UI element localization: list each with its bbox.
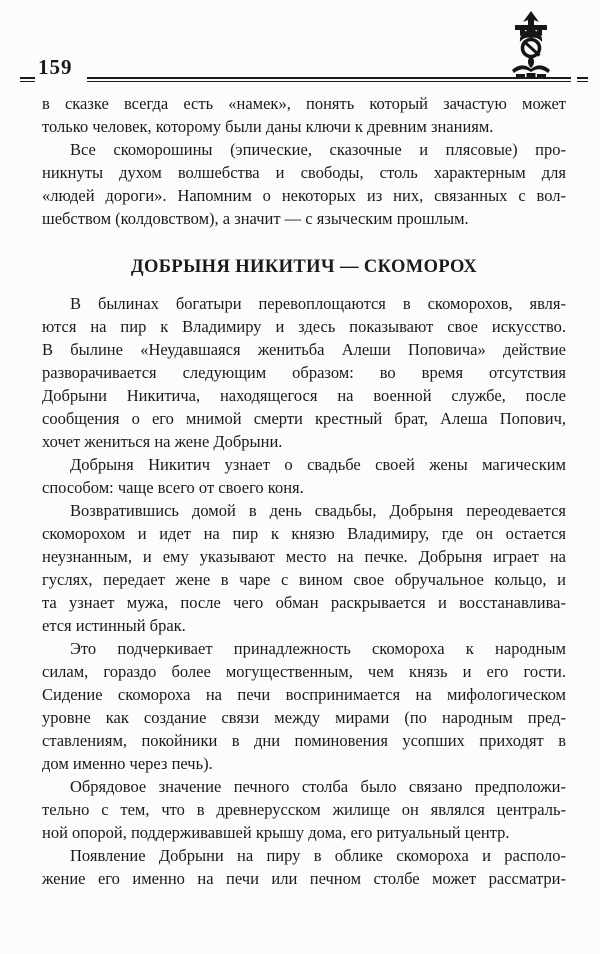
paragraphs-after-heading [42,292,566,890]
text-line: Все скоморошины (эпические, сказочные и плясовые) про- [70,140,566,159]
header-rule-left [20,77,35,82]
text-line: ной опорой, поддерживавшей крышу дома, его ритуальный центр. [42,823,510,842]
text-line: В былине «Неудавшаяся женитьба Алеши Поповича» действие [42,340,566,359]
heraldic-ornament-icon [506,11,556,79]
text-line: Это подчеркивает принадлежность скомороха к народным [70,639,566,658]
text-line: Обрядовое значение печного столба было связано предположи- [70,777,566,796]
chapter-heading: ДОБРЫНЯ НИКИТИЧ — СКОМОРОХ [130,257,478,277]
text-line: та узнает мужа, после чего обман раскрывается и восстанавлива- [42,593,566,612]
paragraph [42,453,566,499]
text-line: никнуты духом волшебства и свободы, столь характерным для [42,163,566,182]
page-number: 159 [38,55,73,79]
text-line: в сказке всегда есть «намек», понять который зачастую может [42,94,566,113]
paragraph [42,138,566,230]
paragraphs-before-heading [42,92,566,230]
paragraph [42,775,566,844]
paragraph [42,637,566,775]
text-line: жение его именно на печи или печном столбе может рассматри- [42,869,566,888]
text-line: «людей дороги». Напомним о некоторых из них, связанных с вол- [42,186,566,205]
header-rule [87,77,571,82]
text-column [42,92,566,890]
text-line: неузнанным, и ему указывают место на печке. Добрыня играет на [42,547,566,566]
text-line: ются на пир к Владимиру и здесь показывают свое искусство. [42,317,566,336]
text-line: уровне как создание связи между мирами (по народным пред- [42,708,566,727]
text-line: Возвратившись домой в день свадьбы, Добрыня переодевается [70,501,566,520]
paragraph [42,292,566,453]
text-line: разворачивается следующим образом: во время отсутствия [42,363,566,382]
text-line: дом именно через печь). [42,754,213,773]
text-line: скоморохом и идет на пир к князю Владимиру, где он остается [42,524,566,543]
text-line: сообщения о его мнимой смерти крестный брат, Алеша Попович, [42,409,566,428]
text-line: В былинах богатыри перевоплощаются в скоморохов, явля- [70,294,566,313]
text-line: гуслях, передает жене в чаре с вином свое обручальное кольцо, и [42,570,566,589]
text-line: Добрыня Никитич узнает о свадьбе своей жены магическим [70,455,566,474]
text-line: силам, гораздо более могущественным, чем князь и его гости. [42,662,566,681]
text-line: Появление Добрыни на пиру в облике скомороха и располо- [70,846,566,865]
text-line: ется истинный брак. [42,616,186,635]
header-rule-tail [577,77,588,82]
paragraph [42,499,566,637]
text-line: способом: чаще всего от своего коня. [42,478,304,497]
text-line: только человек, которому были даны ключи к древним знаниям. [42,117,494,136]
paragraph [42,92,566,138]
text-line: тельно с тем, что в древнерусском жилище он являлся централь- [42,800,566,819]
text-line: Сидение скомороха на печи воспринимается на мифологическом [42,685,566,704]
text-line: шебством (колдовством), а значит — с языческим прошлым. [42,209,469,228]
paragraph [42,844,566,890]
text-line: ставлениям, покойники в дни поминовения усопших приходят в [42,731,566,750]
text-line: Добрыни Никитича, находящегося на военной службе, после [42,386,566,405]
text-line: хочет жениться на жене Добрыни. [42,432,283,451]
